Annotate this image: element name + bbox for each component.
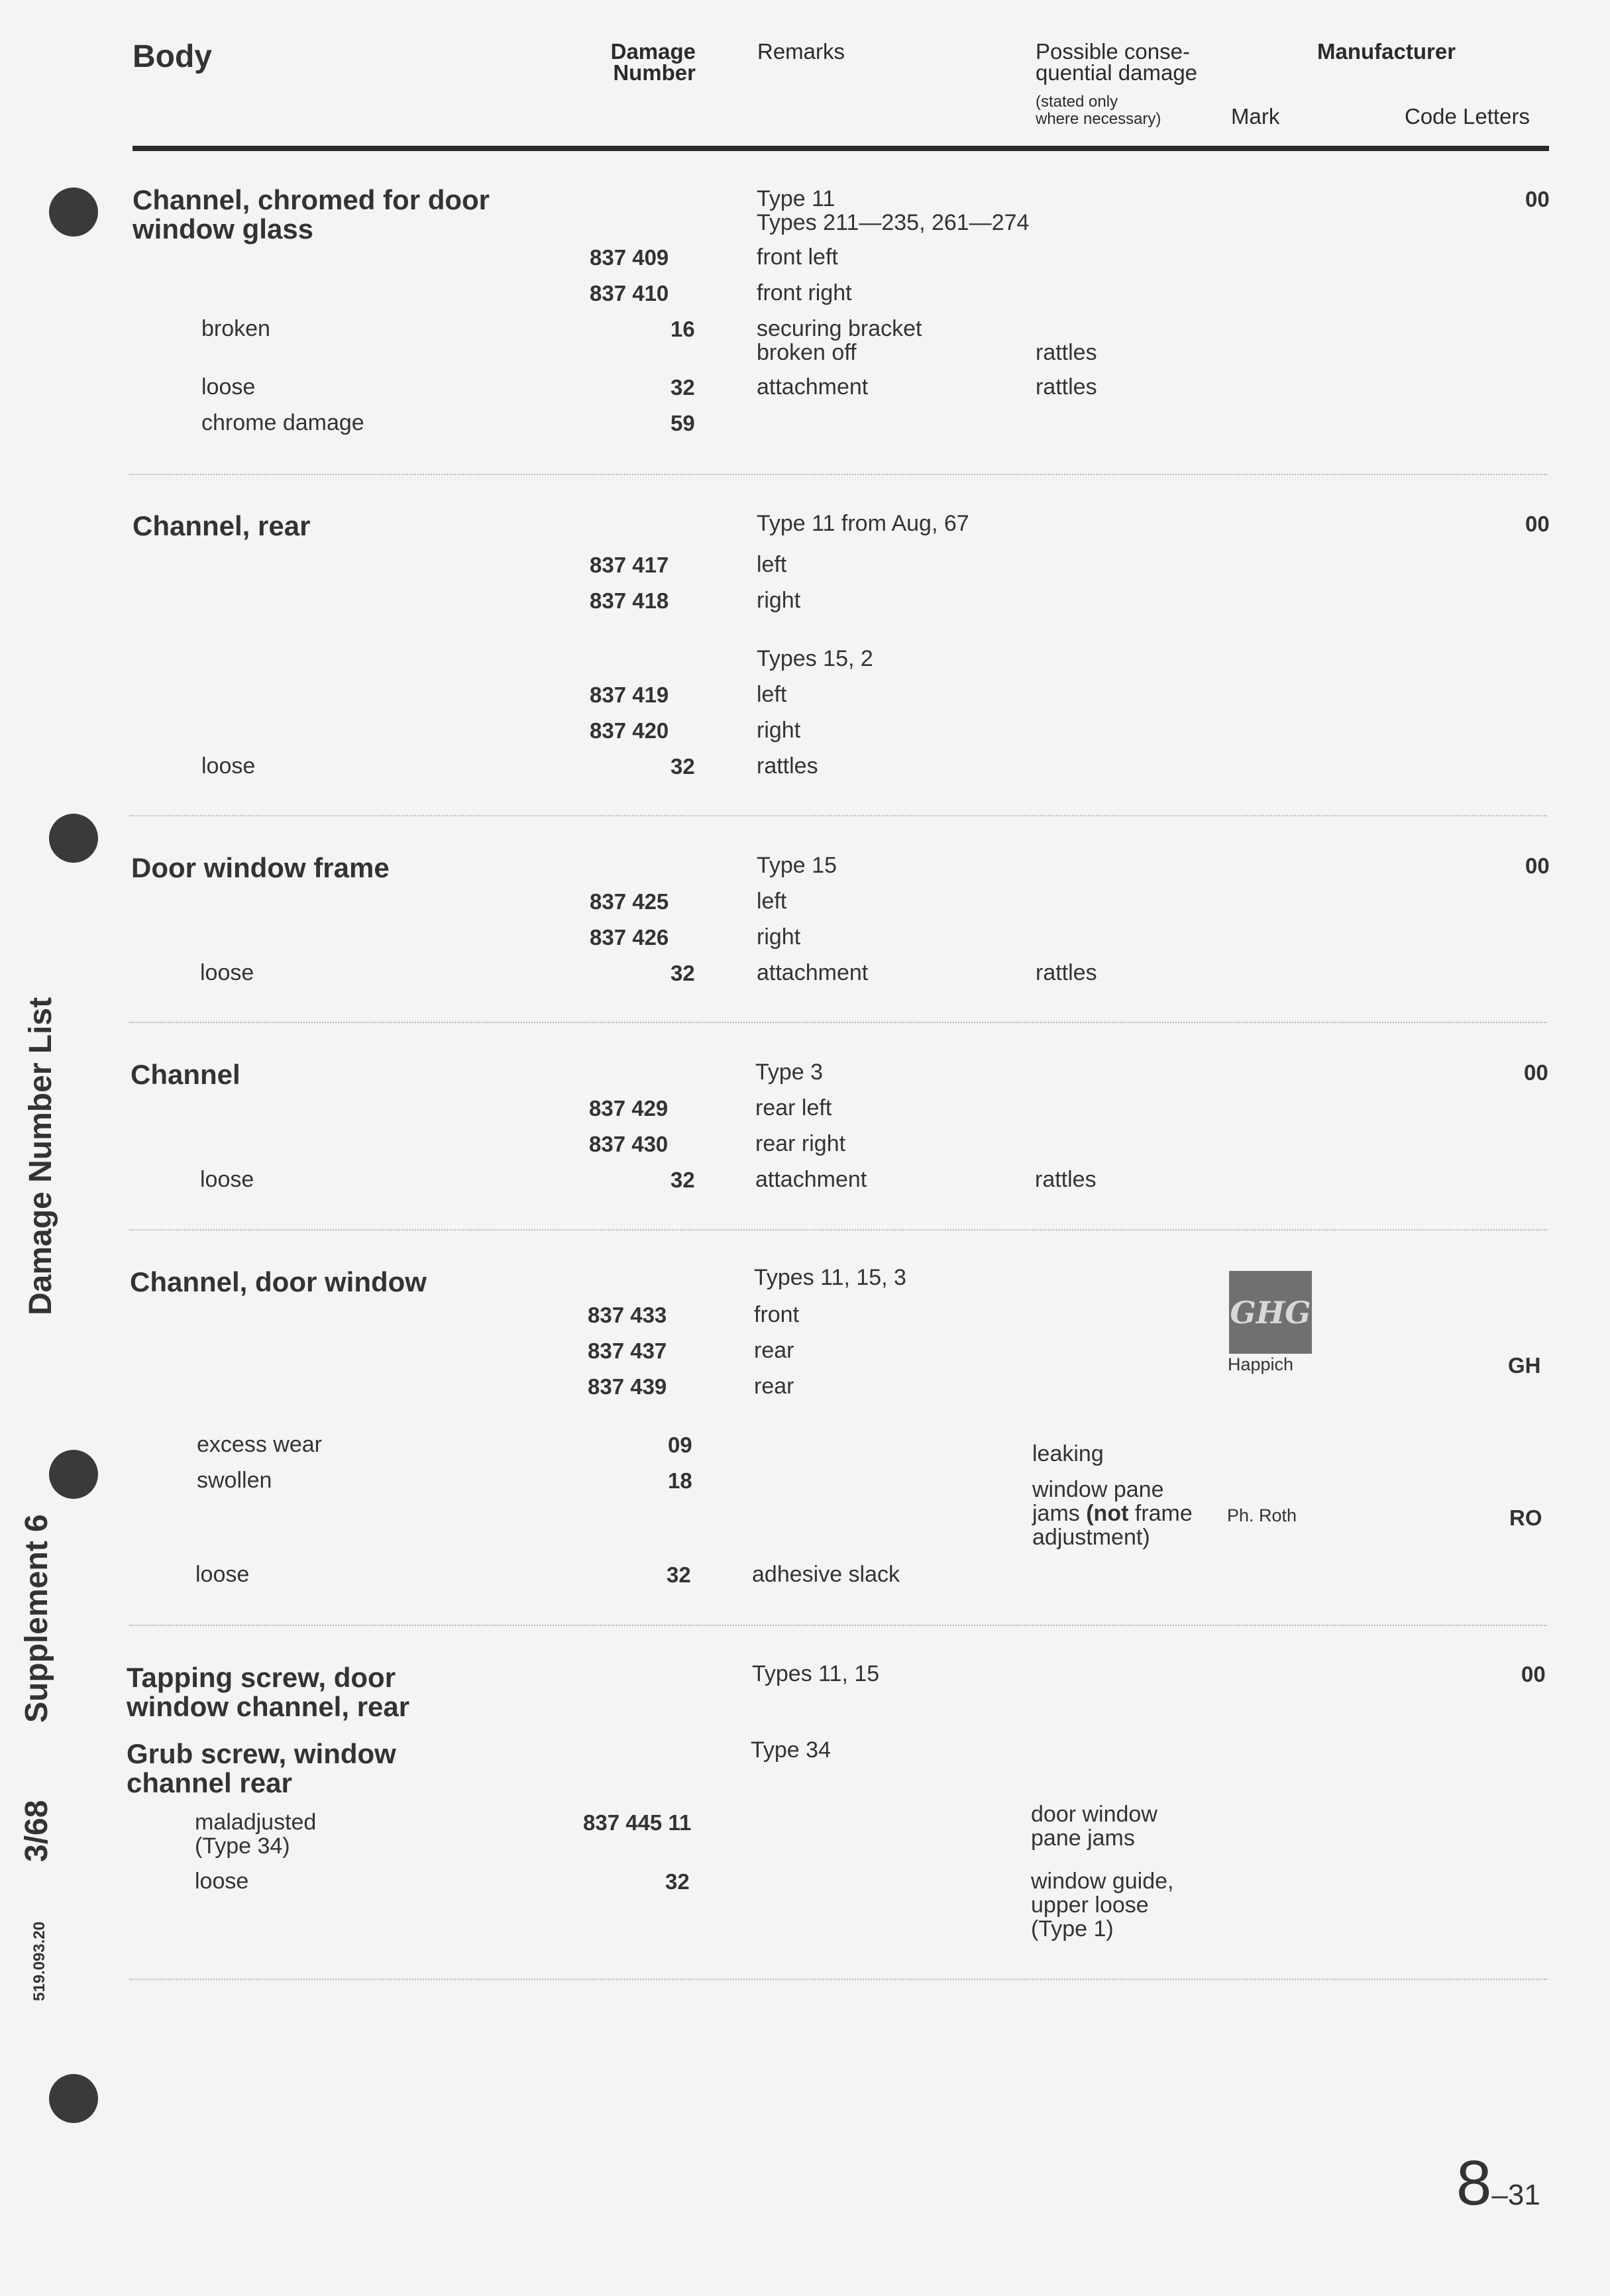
damage-number: 837 417 — [590, 553, 669, 577]
code-letters: 00 — [1525, 187, 1550, 211]
damage-label: chrome damage — [201, 410, 364, 435]
section-divider — [129, 474, 1547, 475]
remark: left — [757, 889, 787, 914]
remark: right — [757, 924, 801, 950]
remark: rattles — [757, 753, 818, 779]
damage-number: 32 — [667, 1562, 691, 1587]
damage-number: 837 410 — [590, 281, 669, 305]
damage-label: maladjusted (Type 34) — [195, 1810, 317, 1859]
section-divider — [129, 1625, 1547, 1626]
section-title: Grub screw, window channel rear — [127, 1738, 396, 1798]
consequential-damage: window pane jams (not frame adjustment) — [1032, 1477, 1193, 1550]
possible-damage-note: (stated only where necessary) — [1036, 93, 1161, 128]
manufacturer-mark: Happich — [1228, 1354, 1294, 1374]
side-list-title: Damage Number List — [23, 997, 58, 1315]
damage-number: 837 419 — [590, 683, 669, 707]
damage-label: loose — [200, 960, 254, 985]
damage-number: 837 433 — [588, 1303, 667, 1327]
damage-number: 837 418 — [590, 588, 669, 613]
code-letters: 00 — [1525, 853, 1550, 878]
possible-damage-header: Possible conse- quential damage — [1036, 39, 1198, 85]
damage-number: 837 429 — [589, 1096, 669, 1121]
code-letters: RO — [1509, 1505, 1542, 1530]
remark: Types 11, 15, 3 — [754, 1265, 906, 1290]
remark: Types 15, 2 — [757, 646, 873, 671]
remark: attachment — [757, 960, 869, 985]
damage-number: 837 425 — [590, 889, 669, 914]
code-letters: 00 — [1521, 1662, 1546, 1686]
remark: front — [754, 1302, 800, 1327]
consequential-damage: rattles — [1036, 374, 1097, 400]
damage-number: 32 — [665, 1869, 690, 1894]
section-title: Channel, rear — [133, 510, 311, 541]
section-divider — [129, 1022, 1547, 1023]
remark: left — [757, 682, 787, 707]
damage-label: loose — [195, 1869, 249, 1894]
remark: rear right — [755, 1131, 846, 1156]
binder-hole — [49, 1450, 98, 1499]
side-catalog: 519.093.20 — [30, 1921, 48, 2001]
remark: Type 11 Types 211—235, 261—274 — [757, 186, 1030, 235]
remark: Type 3 — [755, 1060, 824, 1085]
binder-hole — [49, 2074, 98, 2123]
code-letters-header: Code Letters — [1405, 104, 1530, 129]
code-letters: 00 — [1525, 512, 1550, 536]
section-divider — [129, 1979, 1547, 1980]
header-rule — [133, 146, 1549, 151]
damage-label: excess wear — [197, 1432, 322, 1457]
remark: rear left — [755, 1095, 832, 1121]
section-divider — [129, 1229, 1547, 1230]
damage-number: 837 420 — [590, 718, 669, 743]
section-title: Tapping screw, door window channel, rear — [127, 1662, 410, 1722]
remark: attachment — [755, 1167, 867, 1192]
manufacturer-header: Manufacturer — [1317, 39, 1456, 64]
section-title: Door window frame — [131, 852, 390, 883]
consequential-damage: rattles — [1035, 1167, 1097, 1192]
damage-number: 09 — [668, 1433, 692, 1457]
damage-number: 32 — [671, 1168, 695, 1192]
damage-number: 32 — [671, 754, 695, 779]
section-title: Channel — [131, 1059, 241, 1090]
damage-label: loose — [201, 753, 256, 779]
damage-label: loose — [195, 1562, 250, 1587]
damage-label: loose — [201, 374, 256, 400]
remark: Types 11, 15 — [752, 1661, 880, 1686]
page-number: 8–31 — [1456, 2148, 1540, 2218]
consequential-damage: rattles — [1036, 340, 1097, 365]
section-title: Channel, chromed for door window glass — [133, 184, 490, 245]
damage-number: 32 — [671, 961, 695, 985]
consequential-damage: leaking — [1032, 1441, 1104, 1466]
side-supplement: Supplement 6 — [19, 1514, 54, 1723]
remark: Type 34 — [751, 1737, 831, 1763]
section-title: Channel, door window — [130, 1266, 427, 1297]
consequential-damage: rattles — [1036, 960, 1097, 985]
binder-hole — [49, 814, 98, 863]
remark: front left — [757, 245, 838, 270]
section-heading: Body — [133, 39, 212, 74]
damage-label: loose — [200, 1167, 254, 1192]
binder-hole — [49, 188, 98, 237]
side-date: 3/68 — [19, 1800, 54, 1862]
remark: front right — [757, 280, 852, 305]
remark: adhesive slack — [752, 1562, 900, 1587]
consequential-damage: door window pane jams — [1031, 1802, 1157, 1851]
remark: attachment — [757, 374, 869, 400]
remark: rear — [754, 1374, 794, 1399]
code-letters: 00 — [1524, 1060, 1548, 1085]
remark: securing bracket broken off — [757, 316, 922, 365]
damage-number: 837 445 11 — [583, 1810, 692, 1835]
damage-number: 16 — [671, 317, 695, 341]
happich-logo: GHG — [1229, 1271, 1312, 1354]
damage-label: broken — [201, 316, 270, 341]
mark-header: Mark — [1231, 104, 1280, 129]
remark: rear — [754, 1338, 794, 1363]
damage-number: 837 437 — [588, 1339, 667, 1363]
remark: Type 15 — [757, 853, 837, 878]
code-letters: GH — [1508, 1353, 1541, 1378]
damage-number: 837 439 — [588, 1374, 667, 1399]
damage-number: 837 409 — [590, 245, 669, 270]
damage-number: 59 — [671, 411, 695, 435]
remark: Type 11 from Aug, 67 — [757, 511, 969, 536]
manufacturer-mark: Ph. Roth — [1227, 1505, 1297, 1525]
consequential-damage: window guide, upper loose (Type 1) — [1031, 1869, 1174, 1941]
damage-number: 32 — [671, 375, 695, 400]
remarks-header: Remarks — [757, 39, 845, 64]
damage-number: 18 — [668, 1468, 692, 1493]
damage-number: 837 426 — [590, 925, 669, 950]
damage-number: 837 430 — [589, 1132, 669, 1156]
section-divider — [129, 815, 1547, 816]
remark: right — [757, 588, 801, 613]
remark: right — [757, 718, 801, 743]
damage-number-header: Damage Number — [610, 39, 696, 85]
damage-label: swollen — [197, 1468, 272, 1493]
remark: left — [757, 552, 787, 577]
